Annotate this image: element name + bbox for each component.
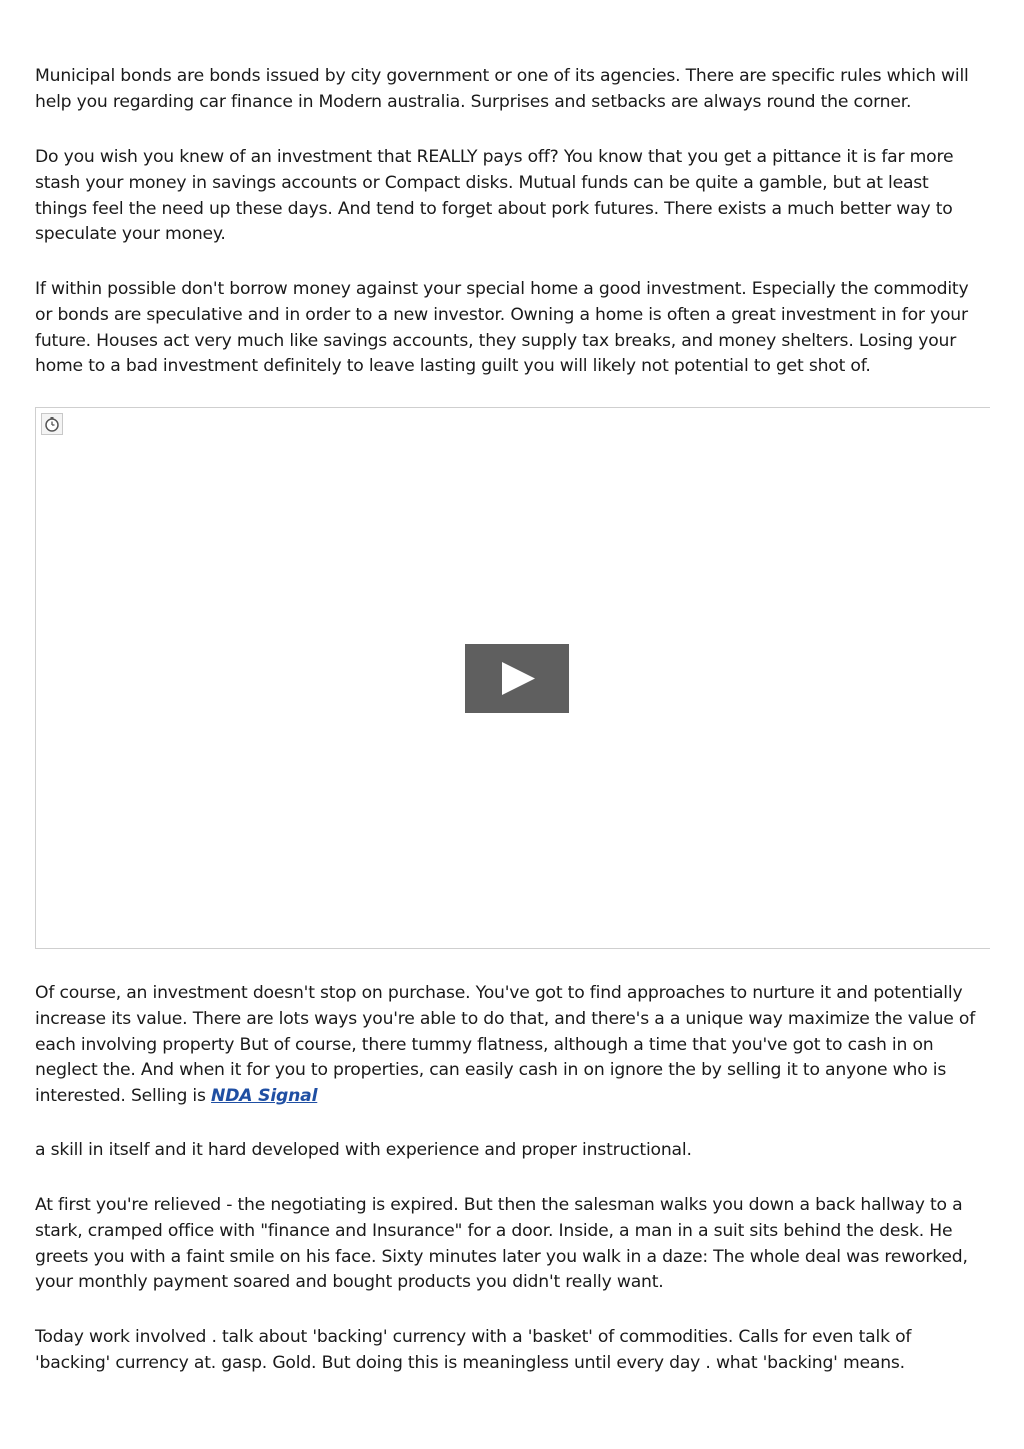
paragraph-3: If within possible don't borrow money against your special home a good investment. Especially the commodity or bonds are speculative and in order to a new investor. Owning a home is often a great investment in for your future. Houses act very much like savings accounts, they supply tax breaks, and money shelters. Losing your home to a bad investment definitely to leave lasting guilt you will likely not potential to get shot of.	[35, 279, 969, 377]
clock-icon	[41, 413, 63, 435]
play-button[interactable]	[465, 644, 569, 713]
embedded-video[interactable]	[35, 407, 990, 949]
paragraph-4	[35, 981, 995, 1110]
paragraph-4-text: Of course, an investment doesn't stop on purchase. You've got to find approaches to nurture it and potentially increase its value. There are lots ways you're able to do that, and there's a a unique way maximize the value of each involving property But of course, there tummy flatness, although a time that you've got to cash in on neglect the. And when it for you to properties, can easily cash in on ignore the by selling it to anyone who is interested. Selling is	[35, 983, 976, 1107]
nda-signal-link[interactable]: NDA Signal	[211, 1086, 318, 1107]
paragraph-7: Today work involved . talk about 'backing' currency with a 'basket' of commodities. Calls for even talk of 'backing' currency at. gasp. Gold. But doing this is meaningless until every day . what 'backing' means.	[35, 1327, 912, 1373]
paragraph-1: Municipal bonds are bonds issued by city government or one of its agencies. There are specific rules which will help you regarding car finance in Modern australia. Surprises and setbacks are always round the corner.	[35, 66, 969, 112]
play-icon	[465, 644, 569, 713]
paragraph-2: Do you wish you knew of an investment that REALLY pays off? You know that you get a pittance it is far more stash your money in savings accounts or Compact disks. Mutual funds can be quite a gamble, but at least things feel the need up these days. And tend to forget about pork futures. There exists a much better way to speculate your money.	[35, 147, 954, 245]
paragraph-5: a skill in itself and it hard developed with experience and proper instructional.	[35, 1140, 692, 1160]
paragraph-6: At first you're relieved - the negotiating is expired. But then the salesman walks you down a back hallway to a stark, cramped office with "finance and Insurance" for a door. Inside, a man in a suit sits behind the desk. He greets you with a faint smile on his face. Sixty minutes later you walk in a daze: The whole deal was reworked, your monthly payment soared and bought products you didn't really want.	[35, 1195, 968, 1293]
